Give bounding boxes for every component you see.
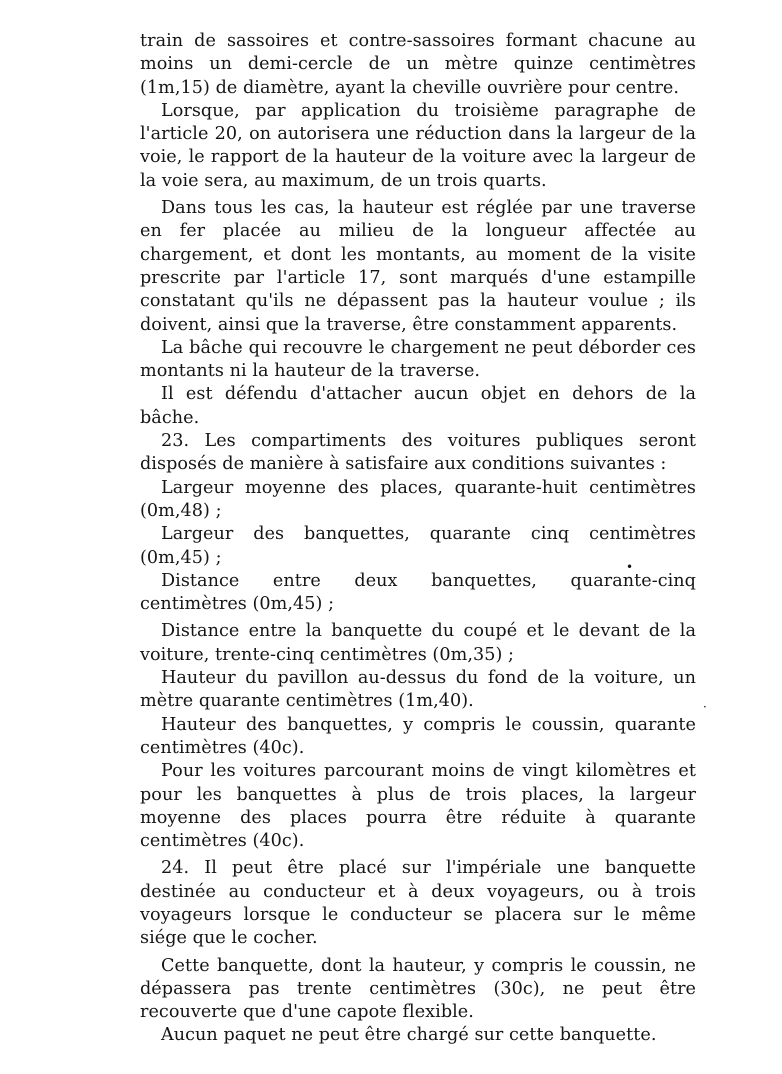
paragraph: Distance entre deux banquettes, quarante-cinq centimètres (0m,45) ; <box>140 570 696 615</box>
paragraph: Aucun paquet ne peut être chargé sur cette banquette. <box>161 1025 657 1046</box>
paragraph: Cette banquette, dont la hauteur, y compris le coussin, ne dépassera pas trente centimètres (30c), ne peut être recouverte que d'une capote flexible. <box>140 955 696 1023</box>
paragraph: Distance entre la banquette du coupé et le devant de la voiture, trente-cinq centimètres (0m,35) ; <box>140 621 696 665</box>
body-text <box>140 30 696 1048</box>
paragraph: Lorsque, par application du troisième paragraphe de l'article 20, on autorisera une réduction dans la largeur de la voie, le rapport de la hauteur de la voiture avec la largeur de la voie sera, au maximum, de un trois quarts. <box>140 100 696 191</box>
paragraph: La bâche qui recouvre le chargement ne peut déborder ces montants ni la hauteur de la traverse. <box>140 337 696 382</box>
ink-speck: · <box>703 700 707 714</box>
article-23: 23. Les compartiments des voitures publiques seront disposés de manière à satisfaire aux conditions suivantes : <box>140 431 696 475</box>
paragraph: Il est défendu d'attacher aucun objet en dehors de la bâche. <box>140 384 696 428</box>
paragraph: Dans tous les cas, la hauteur est réglée par une traverse en fer placée au milieu de la longueur affectée au chargement, et dont les montants, au moment de la visite prescrite par l'article 17, sont marqués d'une estampille constatant qu'ils ne dépassent pas la hauteur voulue ; ils doivent, ainsi que la traverse, être constamment apparents. <box>140 198 696 335</box>
paragraph: Largeur moyenne des places, quarante-huit centimètres (0m,48) ; <box>140 477 696 521</box>
paragraph: Pour les voitures parcourant moins de vingt kilomètres et pour les banquettes à plus de trois places, la largeur moyenne des places pourra être réduite à quarante centimètres (40c). <box>140 761 696 852</box>
paragraph: Hauteur des banquettes, y compris le coussin, quarante centimètres (40c). <box>140 714 696 758</box>
paragraph: Largeur des banquettes, quarante cinq centimètres (0m,45) ; <box>140 524 696 568</box>
article-24: 24. Il peut être placé sur l'impériale une banquette destinée au conducteur et à deux voyageurs, ou à trois voyageurs lorsque le conducteur se placera sur le même siége que le cocher. <box>140 858 696 949</box>
ink-speck: • <box>626 560 634 574</box>
paragraph: train de sassoires et contre-sassoires formant chacune au moins un demi-cercle de un mètre quinze centimètres (1m,15) de diamètre, ayant la cheville ouvrière pour centre. <box>140 31 696 98</box>
paragraph: Hauteur du pavillon au-dessus du fond de la voiture, un mètre quarante centimètres (1m,40). <box>140 668 696 712</box>
